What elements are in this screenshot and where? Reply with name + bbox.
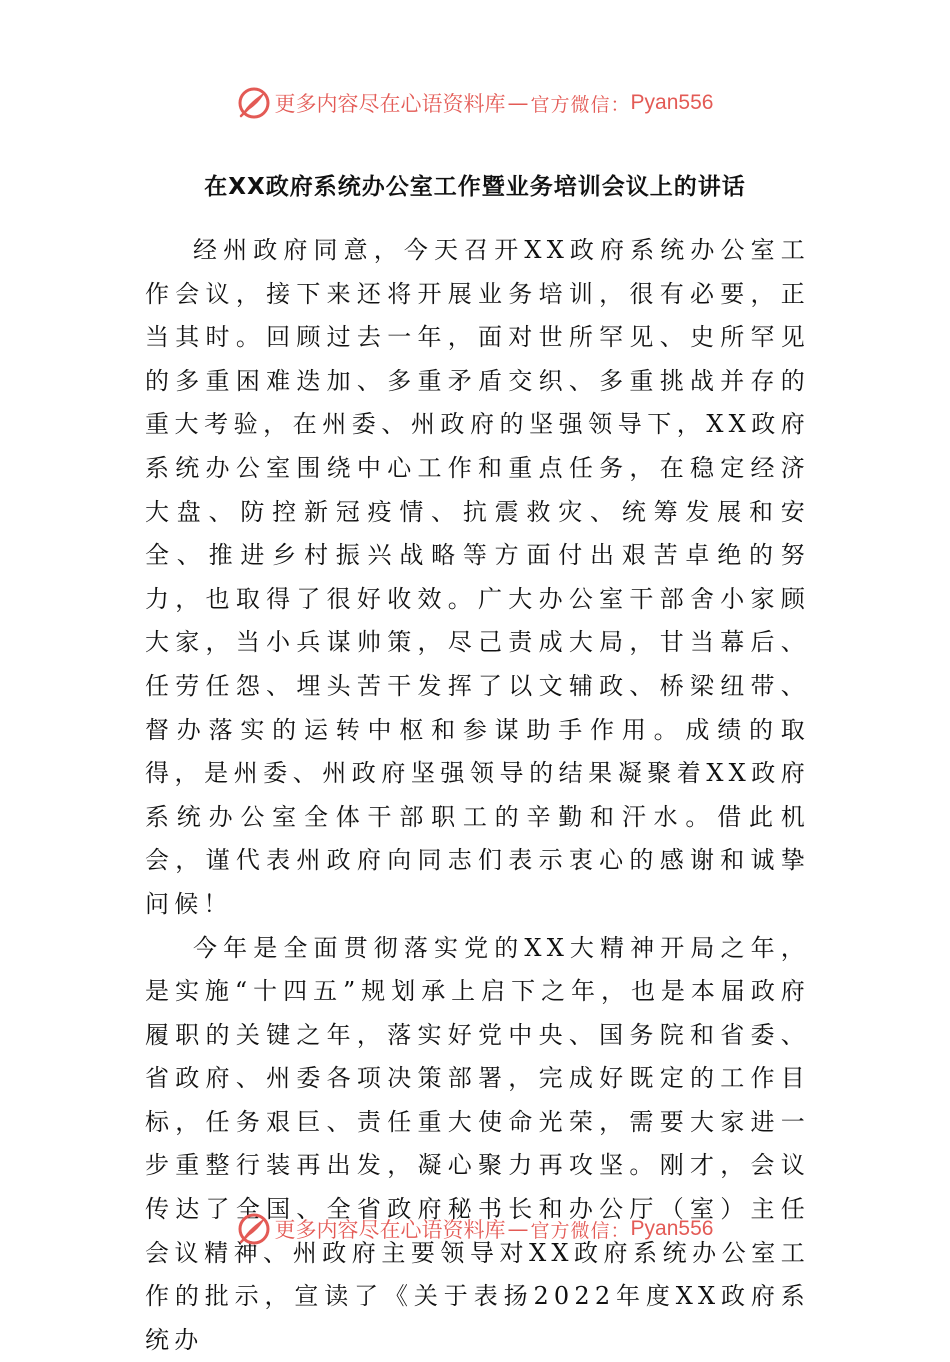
feather-pen-logo-icon [237, 86, 271, 120]
header-banner [0, 83, 950, 123]
document-title: 在XX政府系统办公室工作暨业务培训会议上的讲话 [0, 168, 950, 201]
banner-dash: — [508, 91, 529, 115]
banner-wechat-id: Pyan556 [631, 1217, 714, 1241]
footer-banner [0, 1209, 950, 1249]
banner-wechat-id: Pyan556 [631, 91, 714, 115]
banner-wechat-label: 官方微信： [531, 1216, 631, 1243]
document-body [145, 229, 810, 1362]
banner-main-text: 更多内容尽在心语资料库 [275, 88, 506, 118]
banner-main-text: 更多内容尽在心语资料库 [275, 1214, 506, 1244]
banner-dash: — [508, 1217, 529, 1241]
paragraph: 经州政府同意，今天召开XX政府系统办公室工作会议，接下来还将开展业务培训，很有必要，正当其时。回顾过去一年，面对世所罕见、史所罕见的多重困难迭加、多重矛盾交织、多重挑战并存的重大考验，在州委、州政府的坚强领导下，XX政府系统办公室围绕中心工作和重点任务，在稳定经济大盘、防控新冠疫情、抗震救灾、统筹发展和安全、推进乡村振兴战略等方面付出艰苦卓绝的努力，也取得了很好收效。广大办公室干部舍小家顾大家，当小兵谋帅策，尽己责成大局，甘当幕后、任劳任怨、埋头苦干发挥了以文辅政、桥梁纽带、督办落实的运转中枢和参谋助手作用。成绩的取得，是州委、州政府坚强领导的结果凝聚着XX政府系统办公室全体干部职工的辛勤和汗水。借此机会，谨代表州政府向同志们表示衷心的感谢和诚挚问候！ [145, 229, 810, 927]
banner-wechat-label: 官方微信： [531, 90, 631, 117]
feather-pen-logo-icon [237, 1212, 271, 1246]
paragraph: 今年是全面贯彻落实党的XX大精神开局之年，是实施“十四五”规划承上启下之年，也是本届政府履职的关键之年，落实好党中央、国务院和省委、省政府、州委各项决策部署，完成好既定的工作目标，任务艰巨、责任重大使命光荣，需要大家进一步重整行装再出发，凝心聚力再攻坚。刚才，会议传达了全国、全省政府秘书长和办公厅（室）主任会议精神、州政府主要领导对XX政府系统办公室工作的批示，宣读了《关于表扬2022年度XX政府系统办 [145, 927, 810, 1362]
